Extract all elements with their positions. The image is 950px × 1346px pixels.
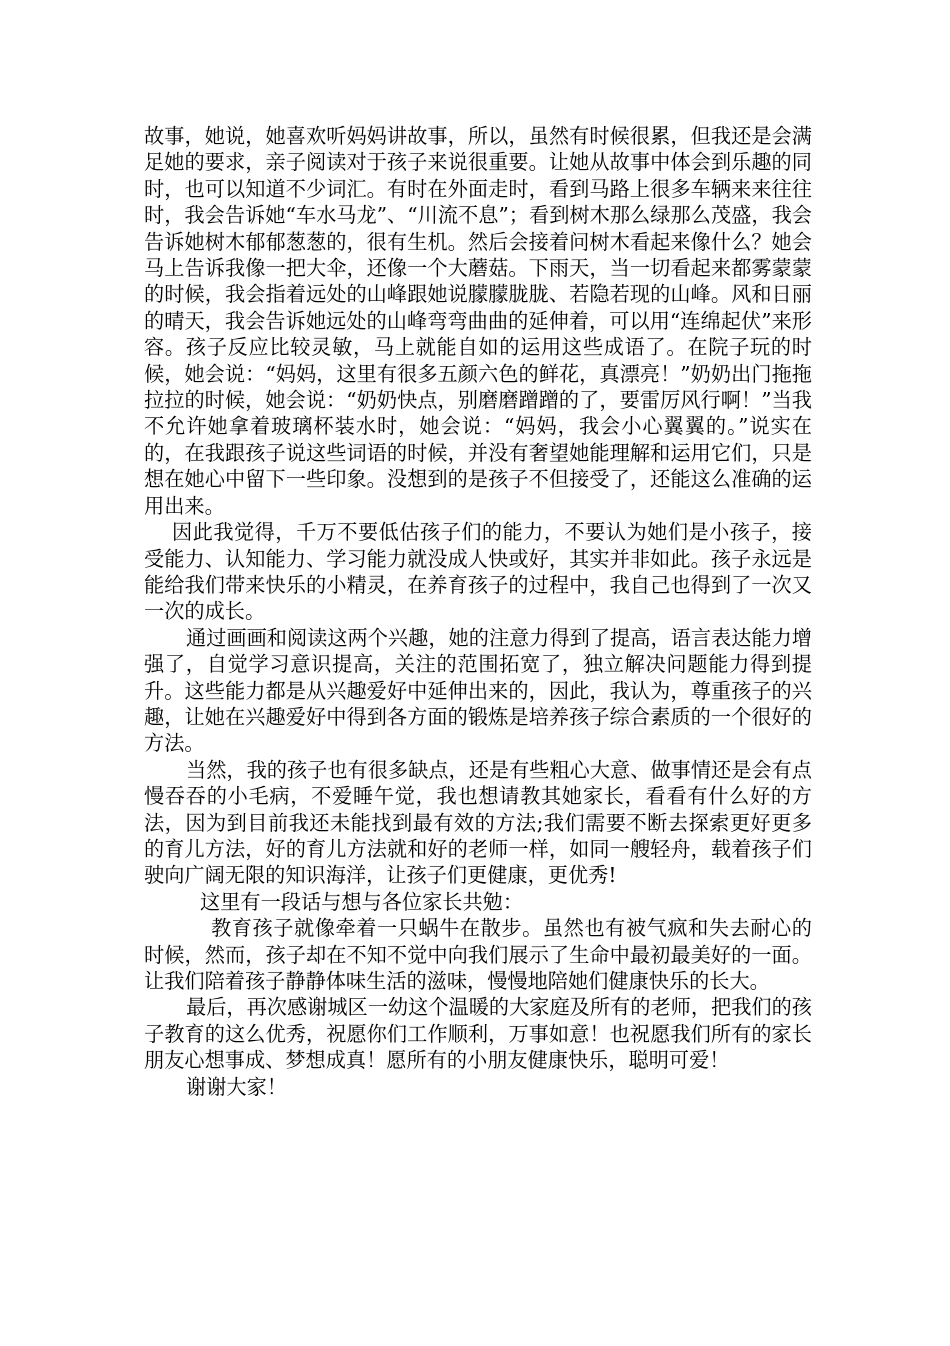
paragraph-closing: 谢谢大家！ — [186, 1074, 287, 1099]
paragraph-encouragement-intro: 这里有一段话与想与各位家长共勉： — [200, 889, 524, 914]
paragraph-thanks-teachers: 最后，再次感谢城区一幼这个温暖的大家庭及所有的老师，把我们的孩子教育的这么优秀，祝愿你们工作顺利，万事如意！也祝愿我们所有的家长朋友心想事成、梦想成真！愿所有的小朋友健康快乐，聪明可爱！ — [144, 995, 812, 1073]
paragraph-interest-benefits: 通过画画和阅读这两个兴趣，她的注意力得到了提高，语言表达能力增强了，自觉学习意识提高，关注的范围拓宽了，独立解决问题能力得到提升。这些能力都是从兴趣爱好中延伸出来的，因此，我认为，尊重孩子的兴趣，让她在兴趣爱好中得到各方面的锻炼是培养孩子综合素质的一个很好的方法。 — [144, 625, 812, 756]
paragraph-shortcomings: 当然，我的孩子也有很多缺点，还是有些粗心大意、做事情还是会有点慢吞吞的小毛病，不爱睡午觉，我也想请教其她家长，看看有什么好的方法，因为到目前我还未能找到最有效的方法;我们需要不断去探索更好更多的育儿方法，好的育儿方法就和好的老师一样，如同一艘轻舟，载着孩子们驶向广阔无限的知识海洋，让孩子们更健康，更优秀! — [144, 757, 812, 888]
paragraph-snail-quote: 教育孩子就像牵着一只蜗牛在散步。虽然也有被气疯和失去耐心的时候，然而，孩子却在不知不觉中向我们展示了生命中最初最美好的一面。让我们陪着孩子静静体味生活的滋味，慢慢地陪她们健康快乐的长大。 — [144, 916, 812, 993]
document-body — [144, 123, 812, 1100]
paragraph-parent-child-reading: 故事，她说，她喜欢听妈妈讲故事，所以，虽然有时候很累，但我还是会满足她的要求，亲子阅读对于孩子来说很重要。让她从故事中体会到乐趣的同时，也可以知道不少词汇。有时在外面走时，看到马路上很多车辆来来往往时，我会告诉她“车水马龙”、“川流不息”；看到树木那么绿那么茂盛，我会告诉她树木郁郁葱葱的，很有生机。然后会接着问树木看起来像什么？她会马上告诉我像一把大伞，还像一个大蘑菇。下雨天，当一切看起来都雾蒙蒙的时候，我会指着远处的山峰跟她说朦朦胧胧、若隐若现的山峰。风和日丽的晴天，我会告诉她远处的山峰弯弯曲曲的延伸着，可以用“连绵起伏”来形容。孩子反应比较灵敏，马上就能自如的运用这些成语了。在院子玩的时候，她会说：“妈妈，这里有很多五颜六色的鲜花，真漂亮！”奶奶出门拖拖拉拉的时候，她会说：“奶奶快点，别磨磨蹭蹭的了，要雷厉风行啊！”当我不允许她拿着玻璃杯装水时，她会说：“妈妈，我会小心翼翼的。”说实在的，在我跟孩子说这些词语的时候，并没有奢望她能理解和运用它们，只是想在她心中留下一些印象。没想到的是孩子不但接受了，还能这么准确的运用出来。 — [144, 124, 812, 518]
paragraph-children-ability: 因此我觉得，千万不要低估孩子们的能力，不要认为她们是小孩子，接受能力、认知能力、学习能力就没成人快或好，其实并非如此。孩子永远是能给我们带来快乐的小精灵，在养育孩子的过程中，我自己也得到了一次又一次的成长。 — [144, 520, 812, 624]
